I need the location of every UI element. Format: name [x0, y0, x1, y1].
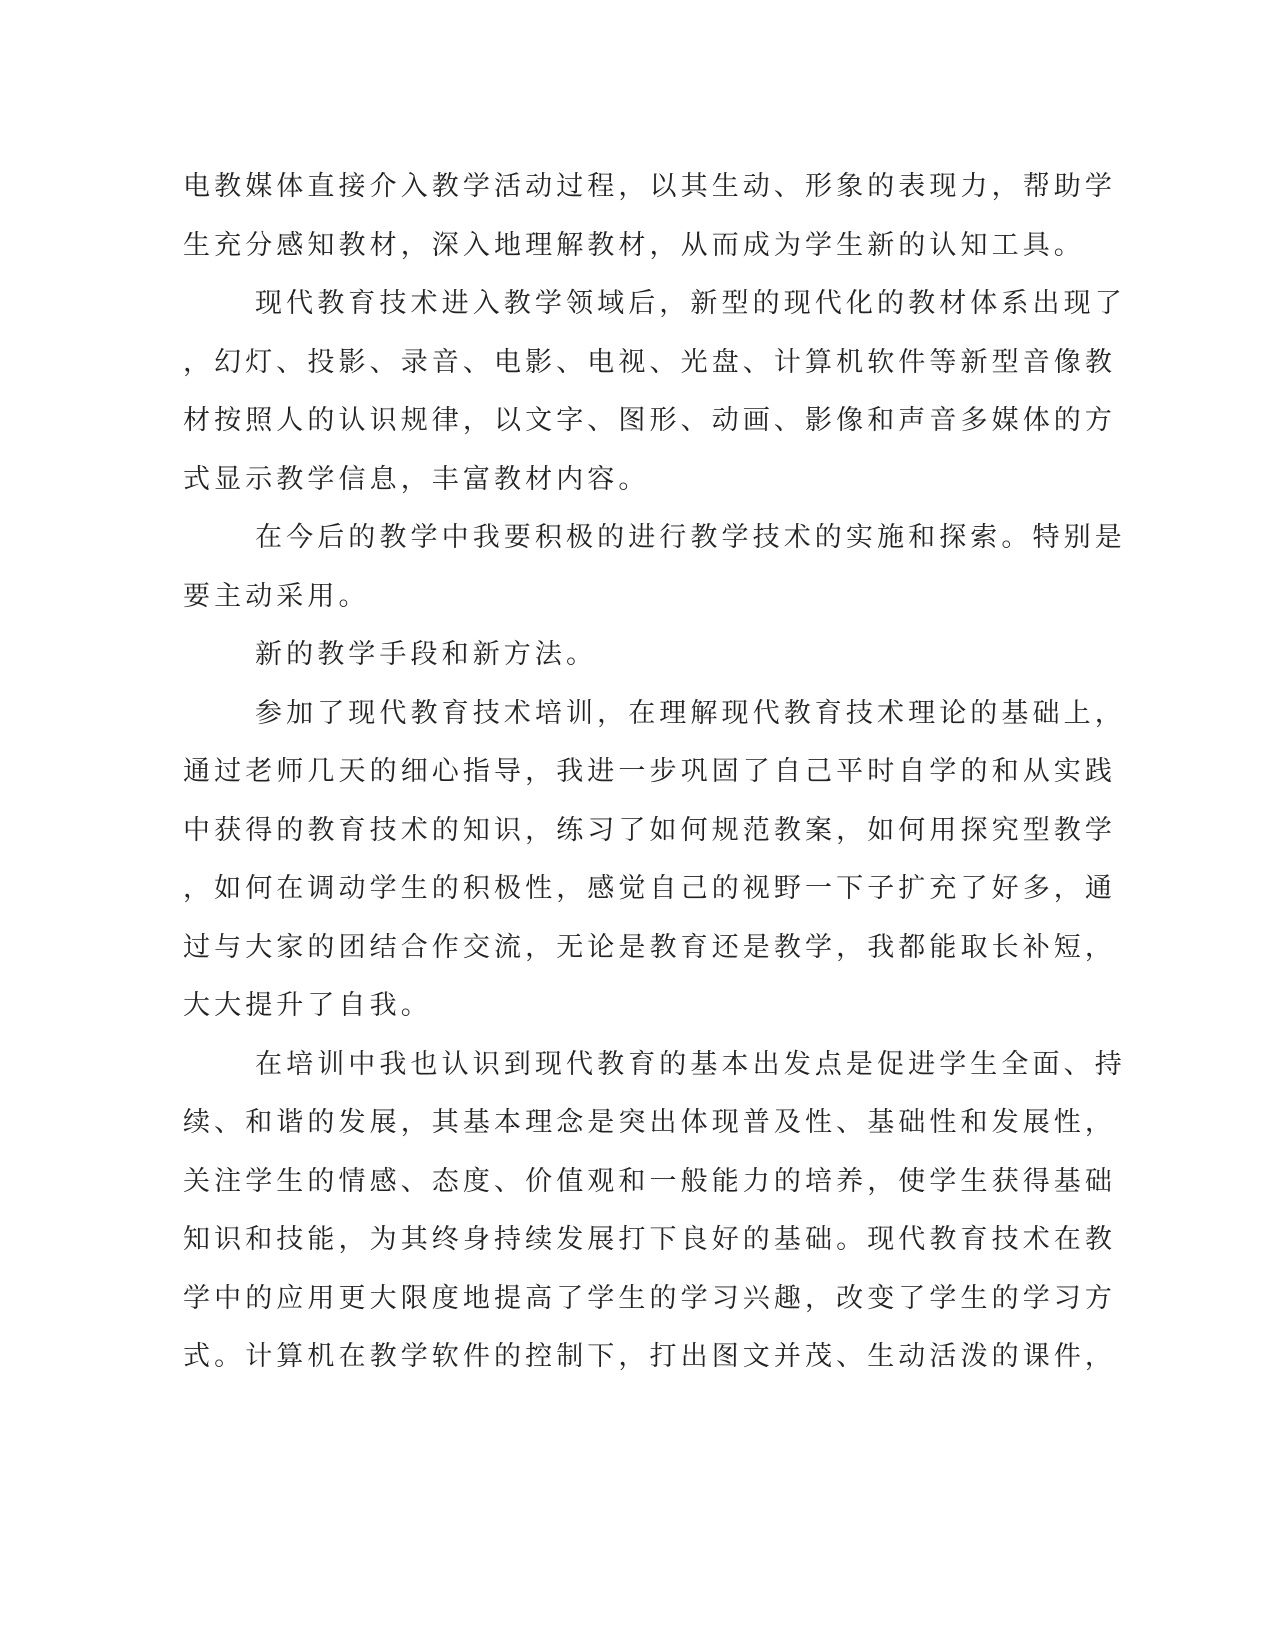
text-line: 大大提升了自我。	[183, 990, 432, 1021]
text-line: 过与大家的团结合作交流，无论是教育还是教学，我都能取长补短，	[183, 931, 1116, 963]
body-text	[183, 158, 1126, 1387]
text-line: 式。计算机在教学软件的控制下，打出图文并茂、生动活泼的课件，	[183, 1341, 1116, 1372]
text-line: 关注学生的情感、态度、价值观和一般能力的培养，使学生获得基础	[183, 1165, 1116, 1197]
text-line: 中获得的教育技术的知识，练习了如何规范教案，如何用探究型教学	[183, 814, 1116, 846]
text-line: 材按照人的认识规律，以文字、图形、动画、影像和声音多媒体的方	[183, 405, 1116, 436]
text-line: 要主动采用。	[183, 580, 370, 612]
text-line: 生充分感知教材，深入地理解教材，从而成为学生新的认知工具。	[183, 229, 1085, 261]
text-line: 学中的应用更大限度地提高了学生的学习兴趣，改变了学生的学习方	[183, 1282, 1116, 1314]
paragraph-start-line: 现代教育技术进入教学领域后，新型的现代化的教材体系出现了	[255, 288, 1126, 319]
text-line: ，幻灯、投影、录音、电影、电视、光盘、计算机软件等新型音像教	[183, 346, 1116, 378]
text-line: 通过老师几天的细心指导，我进一步巩固了自己平时自学的和从实践	[183, 756, 1116, 787]
paragraph-start-line: 新的教学手段和新方法。	[255, 639, 598, 670]
text-line: 续、和谐的发展，其基本理念是突出体现普及性、基础性和发展性，	[183, 1107, 1116, 1138]
text-line: 电教媒体直接介入教学活动过程，以其生动、形象的表现力，帮助学	[183, 171, 1116, 202]
paragraph-start-line: 在培训中我也认识到现代教育的基本出发点是促进学生全面、持	[255, 1048, 1126, 1080]
text-line: ，如何在调动学生的积极性，感觉自己的视野一下子扩充了好多，通	[183, 873, 1116, 904]
paragraph-start-line: 参加了现代教育技术培训，在理解现代教育技术理论的基础上，	[255, 697, 1126, 729]
text-line: 式显示教学信息，丰富教材内容。	[183, 463, 650, 495]
text-line: 知识和技能，为其终身持续发展打下良好的基础。现代教育技术在教	[183, 1224, 1116, 1255]
paragraph-start-line: 在今后的教学中我要积极的进行教学技术的实施和探索。特别是	[255, 522, 1126, 553]
